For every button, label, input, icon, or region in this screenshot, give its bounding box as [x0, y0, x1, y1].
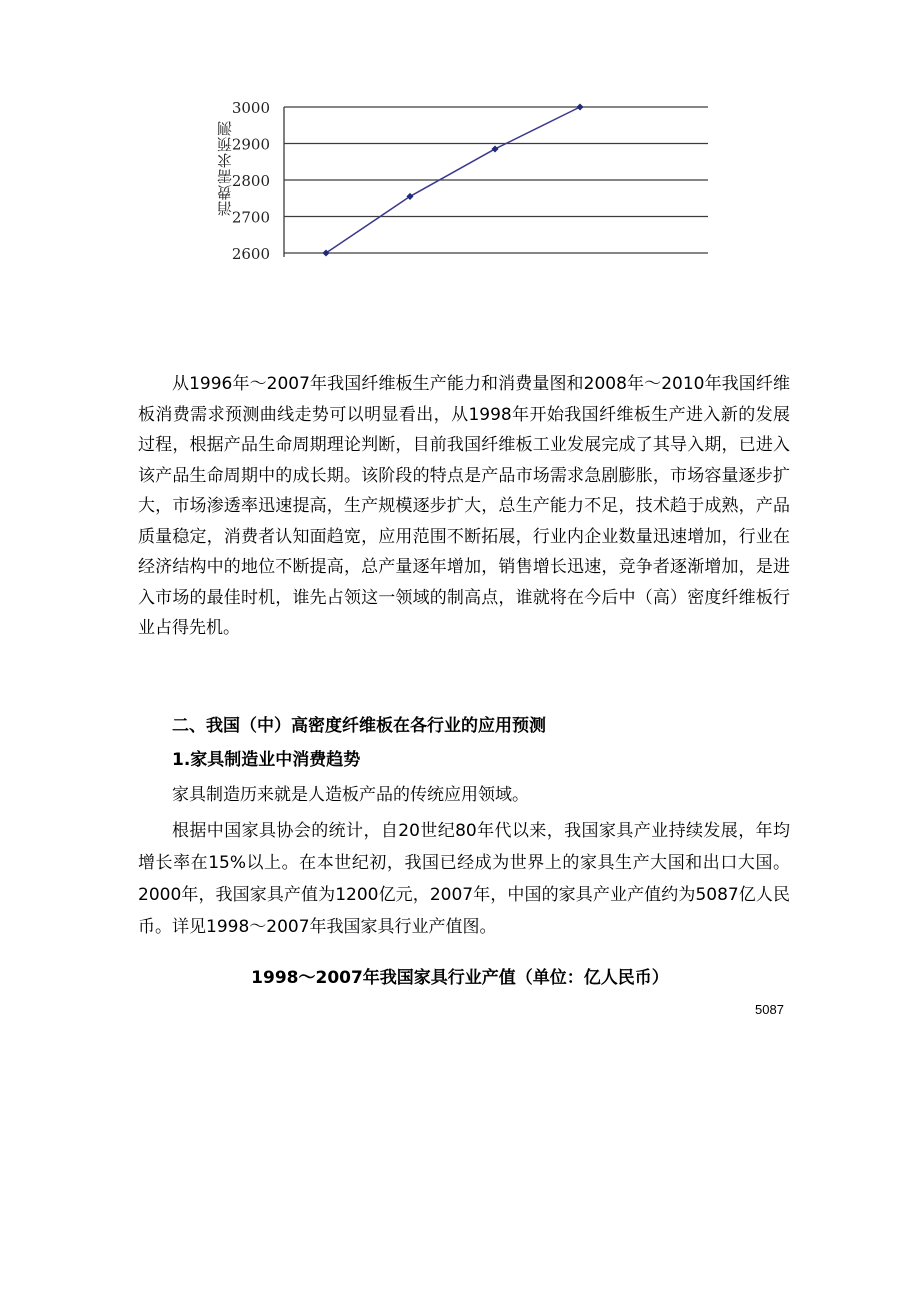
furniture-intro-paragraph: 家具制造历来就是人造板产品的传统应用领域。: [172, 785, 529, 805]
analysis-paragraph-block: [138, 369, 790, 644]
consumption-forecast-chart: [0, 0, 920, 300]
y-tick-label: 3000: [231, 99, 270, 117]
furniture-stats-paragraph: 根据中国家具协会的统计，自20世纪80年代以来，我国家具产业持续发展，年均增长率在15%以上。在本世纪初，我国已经成为世界上的家具生产大国和出口大国。2000年，我国家具产值为1200亿元，2007年，中国的家具产业产值约为5087亿人民币。详见1998～2007年我国家具行业产值图。: [138, 821, 790, 937]
analysis-paragraph: 从1996年～2007年我国纤维板生产能力和消费量图和2008年～2010年我国纤维板消费需求预测曲线走势可以明显看出，从1998年开始我国纤维板生产进入新的发展过程，根据产品生命周期理论判断，目前我国纤维板工业发展完成了其导入期，已进入该产品生命周期中的成长期。该阶段的特点是产品市场需求急剧膨胀，市场容量逐步扩大，市场渗透率迅速提高，生产规模逐步扩大，总生产能力不足，技术趋于成熟，产品质量稳定，消费者认知面趋宽，应用范围不断拓展，行业内企业数量迅速增加，行业在经济结构中的地位不断提高，总产量逐年增加，销售增长迅速，竞争者逐渐增加，是进入市场的最佳时机，谁先占领这一领域的制高点，谁就将在今后中（高）密度纤维板行业占得先机。: [138, 374, 790, 638]
next-chart-data-label: 5087: [755, 1002, 784, 1017]
y-tick-label: 2800: [231, 172, 270, 190]
y-tick-label: 2700: [231, 208, 270, 227]
subsection-heading: 1.家具制造业中消费趋势: [172, 750, 361, 770]
section-heading: 二、我国（中）高密度纤维板在各行业的应用预测: [172, 716, 546, 736]
y-tick-label: 2900: [231, 135, 270, 154]
chart-gridlines: [284, 107, 708, 253]
data-point-marker: [491, 145, 498, 152]
chart-y-axis-label: 消费需求预测: [216, 120, 234, 216]
figure-caption: 1998～2007年我国家具行业产值（单位：亿人民币）: [251, 968, 669, 988]
y-tick-label: 2600: [231, 245, 270, 263]
data-point-marker: [576, 103, 583, 110]
y-tick-labels: [232, 99, 270, 263]
